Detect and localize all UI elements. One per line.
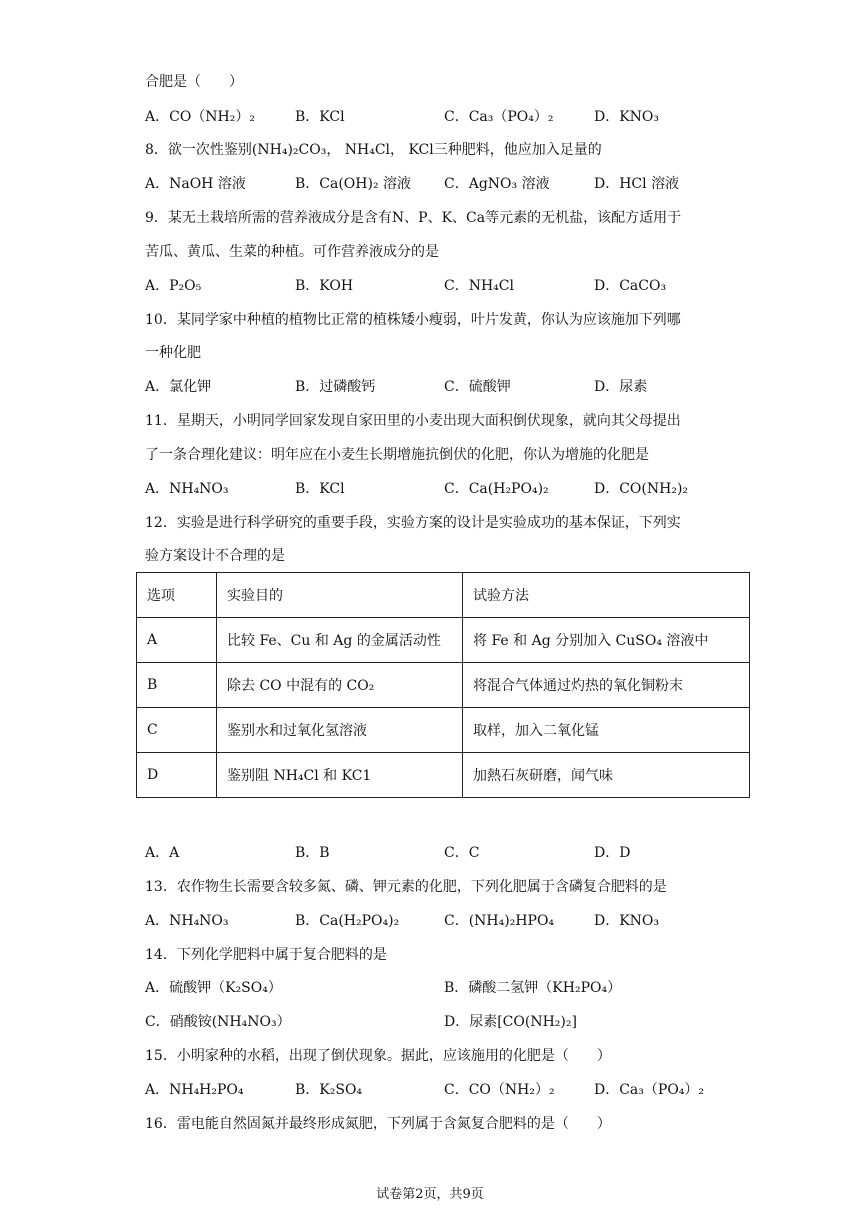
table-row [137, 618, 750, 663]
q15-option-d: D．Ca₃（PO₄）₂ [594, 1082, 705, 1098]
q14-option-c: C．硝酸铵(NH₄NO₃） [145, 1014, 291, 1030]
question-11-line2: 了一条合理化建议：明年应在小麦生长期增施抗倒伏的化肥，你认为增施的化肥是 [145, 447, 649, 463]
q9-option-d: D．CaCO₃ [594, 278, 667, 294]
header-option: 选项 [137, 573, 217, 618]
table-cell: 鉴别水和过氧化氢溶液 [217, 708, 463, 753]
q12-option-b: B．B [295, 845, 330, 861]
table-cell: 除去 CO 中混有的 CO₂ [217, 663, 463, 708]
question-10-line2: 一种化肥 [145, 345, 201, 361]
q11-option-b: B．KCl [295, 481, 345, 497]
q10-option-b: B．过磷酸钙 [295, 379, 376, 395]
q10-option-c: C．硫酸钾 [444, 379, 511, 395]
question-11-line1: 11．星期天，小明同学回家发现自家田里的小麦出现大面积倒伏现象，就向其父母提出 [145, 413, 681, 429]
q13-option-b: B．Ca(H₂PO₄)₂ [295, 913, 400, 929]
question-7-tail: 合肥是（ ） [145, 74, 243, 90]
question-9-line2: 苦瓜、黄瓜、生菜的种植。可作营养液成分的是 [145, 244, 439, 260]
question-9-line1: 9．某无土栽培所需的营养液成分是含有N、P、K、Ca等元素的无机盐，该配方适用于 [145, 210, 682, 226]
table-cell: 鉴别阻 NH₄Cl 和 KC1 [217, 753, 463, 798]
q10-option-a: A．氯化钾 [145, 379, 212, 395]
table-row [137, 753, 750, 798]
q15-option-a: A．NH₄H₂PO₄ [145, 1082, 244, 1098]
q11-option-c: C．Ca(H₂PO₄)₂ [444, 481, 549, 497]
question-15: 15．小明家种的水稻，出现了倒伏现象。据此，应该施用的化肥是（ ） [145, 1048, 611, 1064]
q7-option-d: D．KNO₃ [594, 109, 660, 125]
page-footer: 试卷第2页，共9页 [376, 1187, 484, 1202]
q9-option-b: B．KOH [295, 278, 354, 294]
header-method: 试验方法 [463, 573, 750, 618]
q9-option-c: C．NH₄Cl [444, 278, 514, 294]
table-cell: 加熱石灰研磨，闻气味 [463, 753, 750, 798]
question-16: 16．雷电能自然固氮并最终形成氮肥，下列属于含氮复合肥料的是（ ） [145, 1116, 611, 1132]
q10-option-d: D．尿素 [594, 379, 648, 395]
question-10-line1: 10．某同学家中种植的植物比正常的植株矮小瘦弱，叶片发黄，你认为应该施加下列哪 [145, 312, 681, 328]
table-cell: A [137, 618, 217, 663]
q12-option-a: A．A [145, 845, 180, 861]
q13-option-d: D．KNO₃ [594, 913, 660, 929]
q14-option-a: A．硫酸钾（K₂SO₄） [145, 980, 282, 996]
q11-option-a: A．NH₄NO₃ [145, 481, 229, 497]
q15-option-b: B．K₂SO₄ [295, 1082, 363, 1098]
question-12-line1: 12．实验是进行科学研究的重要手段，实验方案的设计是实验成功的基本保证，下列实 [145, 515, 681, 531]
q7-option-a: A．CO（NH₂）₂ [145, 109, 255, 125]
table-row [137, 663, 750, 708]
header-purpose: 实验目的 [217, 573, 463, 618]
question-14: 14．下列化学肥料中属于复合肥料的是 [145, 947, 387, 963]
q13-option-c: C．(NH₄)₂HPO₄ [444, 913, 555, 929]
question-8: 8．欲一次性鉴别(NH₄)₂CO₃， NH₄Cl， KCl三种肥料，他应加入足量的 [145, 142, 602, 158]
q7-option-c: C．Ca₃（PO₄）₂ [444, 109, 554, 125]
table-cell: C [137, 708, 217, 753]
q12-option-d: D．D [594, 845, 631, 861]
table-cell: 将混合气体通过灼热的氧化铜粉末 [463, 663, 750, 708]
q14-option-d: D．尿素[CO(NH₂)₂] [444, 1014, 577, 1030]
q8-option-b: B．Ca(OH)₂ 溶液 [295, 176, 412, 192]
q11-option-d: D．CO(NH₂)₂ [594, 481, 689, 497]
question-13: 13．农作物生长需要含较多氮、磷、钾元素的化肥，下列化肥属于含磷复合肥料的是 [145, 879, 667, 895]
table-row [137, 708, 750, 753]
question-12-line2: 验方案设计不合理的是 [145, 548, 285, 564]
table-cell: D [137, 753, 217, 798]
q8-option-c: C．AgNO₃ 溶液 [444, 176, 550, 192]
q13-option-a: A．NH₄NO₃ [145, 913, 229, 929]
table-cell: B [137, 663, 217, 708]
q9-option-a: A．P₂O₅ [145, 278, 202, 294]
q8-option-a: A．NaOH 溶液 [145, 176, 246, 192]
experiment-table [136, 572, 750, 798]
q15-option-c: C．CO（NH₂）₂ [444, 1082, 555, 1098]
q14-option-b: B．磷酸二氢钾（KH₂PO₄） [444, 980, 622, 996]
table-cell: 将 Fe 和 Ag 分别加入 CuSO₄ 溶液中 [463, 618, 750, 663]
table-cell: 比较 Fe、Cu 和 Ag 的金属活动性 [217, 618, 463, 663]
table-header-row [137, 573, 750, 618]
q12-option-c: C．C [444, 845, 480, 861]
q7-option-b: B．KCl [295, 109, 345, 125]
table-cell: 取样，加入二氧化锰 [463, 708, 750, 753]
q8-option-d: D．HCl 溶液 [594, 176, 680, 192]
